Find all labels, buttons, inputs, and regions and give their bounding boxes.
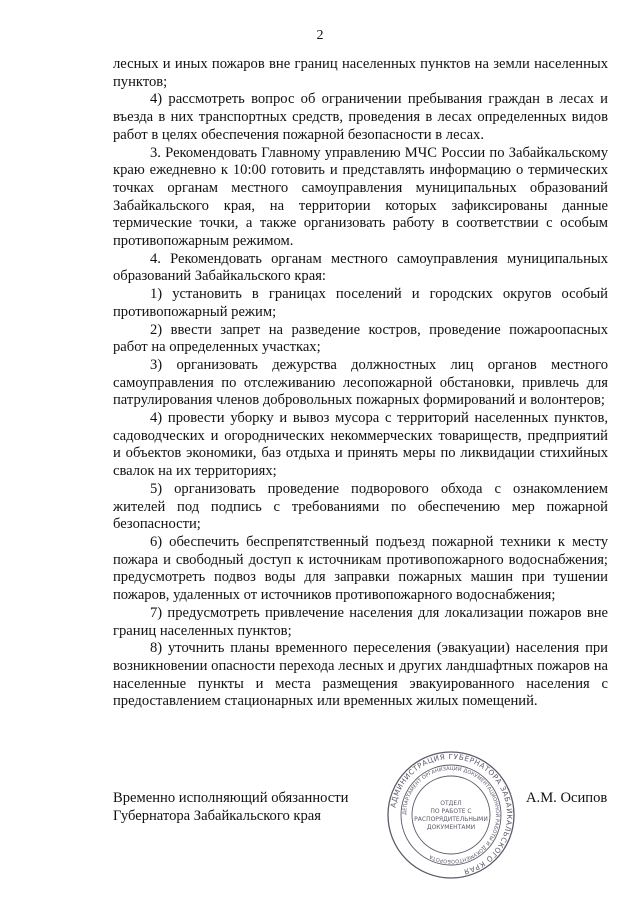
official-stamp	[386, 750, 516, 880]
stamp-inner-ring	[412, 776, 490, 854]
paragraph: 1) установить в границах поселений и городских округов особый противопожарный режим;	[113, 286, 608, 320]
document-body	[113, 56, 608, 711]
paragraph: 5) организовать проведение подворового обхода с ознакомлением жителей под подпись с требованиями по обеспечению мер пожарной безопасности;	[113, 480, 608, 533]
signature-position-line-2: Губернатора Забайкальского края	[113, 807, 321, 824]
paragraph: 4) рассмотреть вопрос об ограничении пребывания граждан в лесах и въезда в них транспортных средств, проведения в лесах определенных видов работ в целях обеспечения пожарной безопасности в лесах.	[113, 91, 608, 143]
page-number: 2	[316, 28, 324, 43]
paragraph: 6) обеспечить беспрепятственный подъезд пожарной техники к месту пожара и свободный доступ к источникам противопожарного водоснабжения; предусмотреть подвоз воды для заправки пожарных машин при тушении пожаров, удаленных от источников противопожарного водоснабжения;	[113, 533, 608, 604]
paragraph: 4) провести уборку и вывоз мусора с территорий населенных пунктов, садоводческих и огороднических некоммерческих товариществ, предприятий и объектов экономики, баз отдыха и принять меры по ликвидации стихийных свалок на их территориях;	[113, 410, 608, 480]
stamp-center-line: РАСПОРЯДИТЕЛЬНЫМИ	[414, 816, 488, 823]
stamp-outer-text: АДМИНИСТРАЦИЯ ГУБЕРНАТОРА ЗАБАЙКАЛЬСКОГО КРАЯ	[388, 751, 515, 877]
paragraph: 7) предусмотреть привлечение населения для локализации пожаров вне границ населенных пунктов;	[113, 604, 608, 639]
paragraph: 8) уточнить планы временного переселения (эвакуации) населения при возникновении опасности перехода лесных и других ландшафтных пожаров на населенные пункты и места размещения эвакуированного населения с предоставлением стационарных или временных жилых помещений.	[113, 640, 608, 710]
paragraph: 3) организовать дежурства должностных лиц органов местного самоуправления по отслеживанию лесопожарной обстановки, привлечь для патрулирования членов добровольных пожарных формирований и волонтеров;	[113, 356, 608, 409]
paragraph: 4. Рекомендовать органам местного самоуправления муниципальных образований Забайкальского края:	[113, 250, 608, 285]
signature-position	[113, 790, 348, 825]
stamp-middle-ring	[401, 765, 501, 865]
stamp-center-line: ПО РАБОТЕ С	[430, 808, 472, 815]
stamp-center-line: ДОКУМЕНТАМИ	[426, 824, 476, 831]
paragraph: 2) ввести запрет на разведение костров, проведение пожароопасных работ на определенных участках;	[113, 321, 608, 356]
stamp-inner-ring-text: ДЕПАРТАМЕНТ ОРГАНИЗАЦИИ ДОКУМЕНТАЦИОННОЙ РАБОТЫ И ДОКУМЕНТООБОРОТА	[401, 765, 501, 865]
signature-position-line-1: Временно исполняющий обязанности	[113, 790, 349, 806]
paragraph: 3. Рекомендовать Главному управлению МЧС России по Забайкальскому краю ежедневно к 10:00 готовить и представлять информацию о термических точках органам местного самоуправления муниципальных образований Забайкальского края, на территории которых зафиксированы данные термические точки, а также организовать работу в соответствии с особым противопожарным режимом.	[113, 144, 608, 250]
svg-text:ДЕПАРТАМЕНТ ОРГАНИЗАЦИИ ДОКУМЕ	[402, 766, 501, 864]
paragraph: лесных и иных пожаров вне границ населенных пунктов на земли населенных пунктов;	[113, 56, 608, 90]
signatory-name: А.М. Осипов	[526, 790, 608, 806]
stamp-center-line: ОТДЕЛ	[440, 800, 462, 807]
